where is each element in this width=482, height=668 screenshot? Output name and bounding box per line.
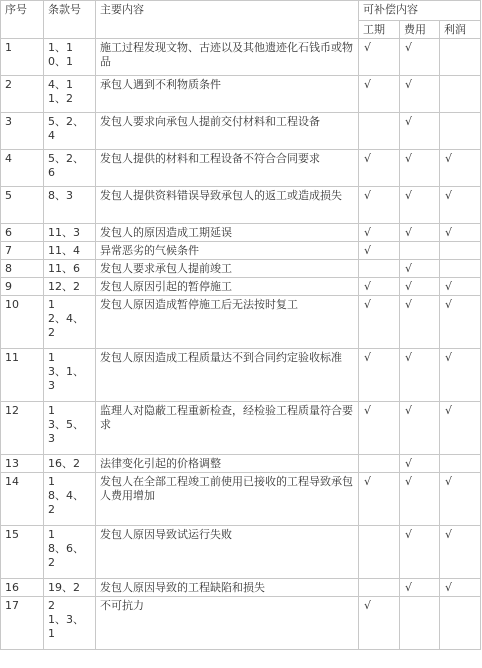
row-seq: 4 xyxy=(1,150,44,187)
header-compensable: 可补偿内容 xyxy=(359,1,481,21)
row-duration-mark: √ xyxy=(359,187,400,224)
table-row xyxy=(1,150,481,187)
row-content: 发包人要求承包人提前竣工 xyxy=(96,260,359,278)
table-row xyxy=(1,76,481,113)
row-seq: 17 xyxy=(1,597,44,650)
row-cost-mark: √ xyxy=(400,187,440,224)
row-seq: 7 xyxy=(1,242,44,260)
row-clause: 19、2 xyxy=(44,579,96,597)
row-seq: 5 xyxy=(1,187,44,224)
row-profit-mark xyxy=(440,76,481,113)
header-clause: 条款号 xyxy=(44,1,96,39)
row-cost-mark: √ xyxy=(400,473,440,526)
table-row xyxy=(1,349,481,402)
row-profit-mark xyxy=(440,597,481,650)
row-duration-mark: √ xyxy=(359,349,400,402)
row-cost-mark: √ xyxy=(400,579,440,597)
row-seq: 10 xyxy=(1,296,44,349)
row-cost-mark: √ xyxy=(400,260,440,278)
row-seq: 3 xyxy=(1,113,44,150)
row-clause: 8、3 xyxy=(44,187,96,224)
row-duration-mark: √ xyxy=(359,278,400,296)
row-clause: 5、2、 4 xyxy=(44,113,96,150)
row-cost-mark xyxy=(400,597,440,650)
row-duration-mark: √ xyxy=(359,296,400,349)
row-clause: 1 3、5、 3 xyxy=(44,402,96,455)
row-cost-mark: √ xyxy=(400,402,440,455)
table-row xyxy=(1,260,481,278)
row-content: 发包人提供的材料和工程设备不符合合同要求 xyxy=(96,150,359,187)
row-cost-mark: √ xyxy=(400,278,440,296)
row-seq: 12 xyxy=(1,402,44,455)
table-row xyxy=(1,224,481,242)
header-cost: 费用 xyxy=(400,21,440,39)
row-clause: 12、2 xyxy=(44,278,96,296)
row-profit-mark: √ xyxy=(440,224,481,242)
row-clause: 1 8、6、 2 xyxy=(44,526,96,579)
row-seq: 13 xyxy=(1,455,44,473)
row-cost-mark xyxy=(400,242,440,260)
table-row xyxy=(1,597,481,650)
row-seq: 14 xyxy=(1,473,44,526)
row-content: 监理人对隐蔽工程重新检查，经检验工程质量符合要求 xyxy=(96,402,359,455)
row-cost-mark: √ xyxy=(400,349,440,402)
row-clause: 1 8、4、 2 xyxy=(44,473,96,526)
row-profit-mark: √ xyxy=(440,579,481,597)
header-content: 主要内容 xyxy=(96,1,359,39)
table-body xyxy=(1,39,481,650)
row-duration-mark xyxy=(359,455,400,473)
row-duration-mark xyxy=(359,260,400,278)
header-row-1 xyxy=(1,1,481,21)
table-row xyxy=(1,579,481,597)
row-clause: 11、6 xyxy=(44,260,96,278)
row-content: 承包人遇到不利物质条件 xyxy=(96,76,359,113)
row-seq: 15 xyxy=(1,526,44,579)
table-row xyxy=(1,242,481,260)
row-content: 施工过程发现文物、古迹以及其他遗迹化石钱币或物品 xyxy=(96,39,359,76)
row-cost-mark: √ xyxy=(400,296,440,349)
row-cost-mark: √ xyxy=(400,76,440,113)
row-clause: 1 3、1、 3 xyxy=(44,349,96,402)
row-seq: 8 xyxy=(1,260,44,278)
row-content: 不可抗力 xyxy=(96,597,359,650)
row-content: 发包人要求向承包人提前交付材料和工程设备 xyxy=(96,113,359,150)
row-seq: 11 xyxy=(1,349,44,402)
row-duration-mark: √ xyxy=(359,402,400,455)
row-profit-mark: √ xyxy=(440,150,481,187)
row-profit-mark: √ xyxy=(440,349,481,402)
row-profit-mark xyxy=(440,39,481,76)
row-duration-mark: √ xyxy=(359,150,400,187)
row-profit-mark xyxy=(440,455,481,473)
table-row xyxy=(1,455,481,473)
row-content: 发包人原因导致的工程缺陷和损失 xyxy=(96,579,359,597)
table-row xyxy=(1,278,481,296)
row-profit-mark xyxy=(440,260,481,278)
header-seq: 序号 xyxy=(1,1,44,39)
header-duration: 工期 xyxy=(359,21,400,39)
row-cost-mark: √ xyxy=(400,224,440,242)
table-row xyxy=(1,296,481,349)
row-duration-mark xyxy=(359,113,400,150)
row-duration-mark: √ xyxy=(359,76,400,113)
row-clause: 2 1、3、 1 xyxy=(44,597,96,650)
row-profit-mark xyxy=(440,113,481,150)
row-seq: 6 xyxy=(1,224,44,242)
row-cost-mark: √ xyxy=(400,39,440,76)
row-clause: 5、2、 6 xyxy=(44,150,96,187)
row-duration-mark: √ xyxy=(359,39,400,76)
row-seq: 2 xyxy=(1,76,44,113)
table-row xyxy=(1,39,481,76)
row-cost-mark: √ xyxy=(400,455,440,473)
row-profit-mark: √ xyxy=(440,526,481,579)
header-profit: 利润 xyxy=(440,21,481,39)
row-duration-mark xyxy=(359,526,400,579)
table-row xyxy=(1,113,481,150)
row-duration-mark: √ xyxy=(359,473,400,526)
row-profit-mark: √ xyxy=(440,473,481,526)
row-clause: 11、4 xyxy=(44,242,96,260)
table-row xyxy=(1,526,481,579)
table-row xyxy=(1,187,481,224)
row-duration-mark: √ xyxy=(359,242,400,260)
row-content: 发包人在全部工程竣工前使用已接收的工程导致承包人费用增加 xyxy=(96,473,359,526)
row-clause: 11、3 xyxy=(44,224,96,242)
row-cost-mark: √ xyxy=(400,526,440,579)
row-profit-mark: √ xyxy=(440,278,481,296)
row-profit-mark xyxy=(440,242,481,260)
row-content: 发包人原因引起的暂停施工 xyxy=(96,278,359,296)
row-profit-mark: √ xyxy=(440,296,481,349)
row-profit-mark: √ xyxy=(440,402,481,455)
row-cost-mark: √ xyxy=(400,150,440,187)
row-seq: 16 xyxy=(1,579,44,597)
table-row xyxy=(1,473,481,526)
row-content: 发包人原因导致试运行失败 xyxy=(96,526,359,579)
row-duration-mark: √ xyxy=(359,597,400,650)
row-clause: 16、2 xyxy=(44,455,96,473)
row-profit-mark: √ xyxy=(440,187,481,224)
row-content: 发包人原因造成暂停施工后无法按时复工 xyxy=(96,296,359,349)
row-content: 异常恶劣的气候条件 xyxy=(96,242,359,260)
row-duration-mark: √ xyxy=(359,224,400,242)
row-clause: 4、1 1、2 xyxy=(44,76,96,113)
table-row xyxy=(1,402,481,455)
row-clause: 1 2、4、 2 xyxy=(44,296,96,349)
row-seq: 1 xyxy=(1,39,44,76)
row-content: 发包人提供资料错误导致承包人的返工或造成损失 xyxy=(96,187,359,224)
row-content: 发包人的原因造成工期延误 xyxy=(96,224,359,242)
row-duration-mark xyxy=(359,579,400,597)
row-content: 法律变化引起的价格调整 xyxy=(96,455,359,473)
row-content: 发包人原因造成工程质量达不到合同约定验收标准 xyxy=(96,349,359,402)
row-clause: 1、1 0、1 xyxy=(44,39,96,76)
row-cost-mark: √ xyxy=(400,113,440,150)
row-seq: 9 xyxy=(1,278,44,296)
